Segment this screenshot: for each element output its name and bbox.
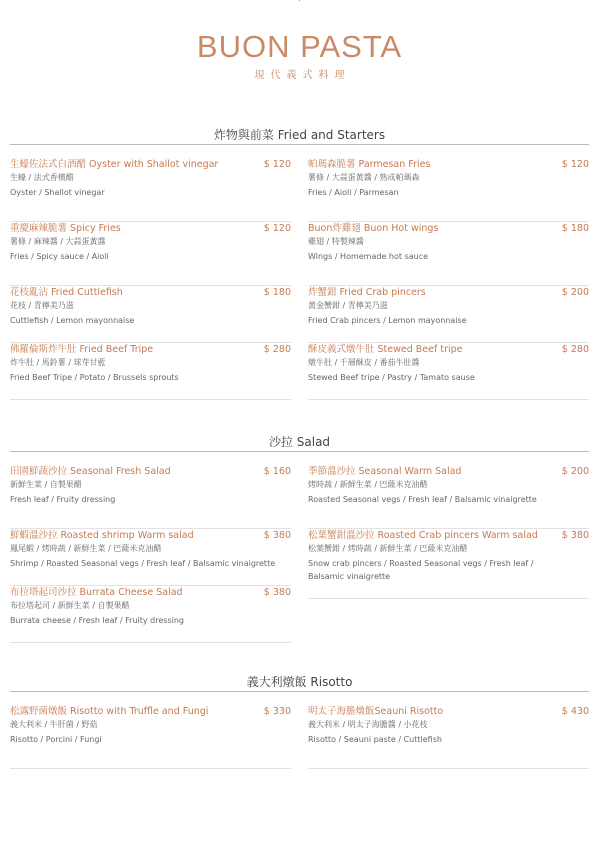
item-desc-en: Oyster / Shallot vinegar bbox=[10, 188, 105, 197]
item-desc-zh: 燉牛肚 / 千層酥皮 / 番茄牛肚醬 bbox=[308, 358, 420, 367]
item-name: Buon炸雞翅 Buon Hot wings bbox=[308, 223, 439, 234]
section-fried-starters bbox=[10, 127, 589, 385]
item-desc-zh: 薯條 / 麻辣醬 / 大蒜蛋黃醬 bbox=[10, 237, 106, 246]
item-desc-zh: 松葉蟹鉗 / 烤時蔬 / 新鮮生菜 / 巴薩米克油醋 bbox=[308, 544, 468, 553]
item-desc-en: Burrata cheese / Fresh leaf / Fruity dressing bbox=[10, 616, 184, 625]
item-desc-en: Fried Crab pincers / Lemon mayonnaise bbox=[308, 316, 467, 325]
item-desc-en: Snow crab pincers / Roasted Seasonal vegs / Fresh leaf / Balsamic vinaigrette bbox=[308, 559, 534, 581]
menu-item bbox=[10, 343, 291, 400]
item-name: 花枝亂沾 Fried Cuttlefish bbox=[10, 287, 123, 298]
item-desc-en: Shrimp / Roasted Seasonal vegs / Fresh leaf / Balsamic vinaigrette bbox=[10, 559, 276, 568]
item-price: $ 120 bbox=[263, 223, 291, 234]
item-desc-zh: 布拉塔起司 / 新鮮生菜 / 自製果醋 bbox=[10, 601, 130, 610]
item-name: 布拉塔起司沙拉 Burrata Cheese Salad bbox=[10, 587, 183, 598]
item-name: 季節溫沙拉 Seasonal Warm Salad bbox=[308, 466, 462, 477]
menu-item bbox=[308, 286, 589, 343]
item-desc-zh: 義大利米 / 明太子海膽醬 / 小花枝 bbox=[308, 720, 428, 729]
item-desc-zh: 義大利米 / 牛肝菌 / 野菇 bbox=[10, 720, 98, 729]
item-price: $ 120 bbox=[561, 159, 589, 170]
item-price: $ 280 bbox=[263, 344, 291, 355]
item-price: $ 180 bbox=[561, 223, 589, 234]
item-price: $ 380 bbox=[561, 530, 589, 541]
item-name: 重慶麻辣脆薯 Spicy Fries bbox=[10, 223, 121, 234]
item-price: $ 120 bbox=[263, 159, 291, 170]
logo-title: BUON PASTA bbox=[196, 29, 403, 64]
menu-item bbox=[10, 529, 291, 586]
item-price: $ 180 bbox=[263, 287, 291, 298]
menu-item bbox=[10, 158, 291, 222]
item-desc-en: Fried Beef Tripe / Potato / Brussels sprouts bbox=[10, 373, 179, 382]
item-desc-en: Roasted Seasonal vegs / Fresh leaf / Balsamic vinaigrette bbox=[308, 495, 537, 504]
menu-item bbox=[10, 465, 291, 529]
item-price: $ 200 bbox=[561, 287, 589, 298]
menu-item bbox=[308, 222, 589, 286]
item-name: 田園鮮蔬沙拉 Seasonal Fresh Salad bbox=[10, 466, 171, 477]
menu-item bbox=[308, 465, 589, 529]
item-desc-zh: 烤時蔬 / 新鮮生菜 / 巴薩米克油醋 bbox=[308, 480, 428, 489]
menu-item bbox=[308, 705, 589, 769]
logo-subtitle: 現代義式料理 bbox=[254, 70, 351, 81]
item-price: $ 380 bbox=[263, 587, 291, 598]
item-price: $ 280 bbox=[561, 344, 589, 355]
item-price: $ 330 bbox=[263, 706, 291, 717]
item-price: $ 160 bbox=[263, 466, 291, 477]
item-price: $ 430 bbox=[561, 706, 589, 717]
item-name: 松露野菌燉飯 Risotto with Truffle and Fungi bbox=[10, 706, 209, 717]
item-desc-zh: 薯條 / 大蒜蛋黃醬 / 熟成帕瑪森 bbox=[308, 173, 420, 182]
menu-item bbox=[10, 586, 291, 643]
menu-item bbox=[308, 529, 589, 599]
item-price: $ 200 bbox=[561, 466, 589, 477]
section-title: 沙拉 Salad bbox=[268, 435, 331, 449]
item-desc-zh: 炸牛肚 / 馬鈴薯 / 球芽甘藍 bbox=[10, 358, 106, 367]
item-price: $ 380 bbox=[263, 530, 291, 541]
restaurant-logo bbox=[0, 30, 599, 81]
item-desc-en: Cuttlefish / Lemon mayonnaise bbox=[10, 316, 135, 325]
item-desc-zh: 新鮮生菜 / 自製果醋 bbox=[10, 480, 82, 489]
item-name: 炸蟹鉗 Fried Crab pincers bbox=[308, 287, 426, 298]
item-desc-en: Fries / Spicy sauce / Aioli bbox=[10, 252, 109, 261]
item-desc-en: Fries / Aioli / Parmesan bbox=[308, 188, 399, 197]
item-name: 松葉蟹鉗溫沙拉 Roasted Crab pincers Warm salad bbox=[308, 530, 538, 541]
section-salad bbox=[10, 434, 589, 632]
item-name: 生蠔佐法式白酒醋 Oyster with Shallot vinegar bbox=[10, 159, 219, 170]
item-name: 酥皮義式燉牛肚 Stewed Beef tripe bbox=[308, 344, 463, 355]
top-mark bbox=[299, 0, 300, 1]
menu-item bbox=[308, 343, 589, 400]
item-desc-en: Risotto / Seauni paste / Cuttlefish bbox=[308, 735, 442, 744]
menu-item bbox=[10, 222, 291, 286]
item-desc-zh: 生蠔 / 法式香檳醋 bbox=[10, 173, 74, 182]
item-name: 明太子海膽燉飯Seauni Risotto bbox=[308, 706, 444, 717]
section-risotto bbox=[10, 674, 589, 772]
item-desc-zh: 鳳尾蝦 / 烤時蔬 / 新鮮生菜 / 巴薩米克油醋 bbox=[10, 544, 162, 553]
item-name: 佛羅倫斯炸牛肚 Fried Beef Tripe bbox=[10, 344, 154, 355]
item-name: 帕瑪森脆薯 Parmesan Fries bbox=[308, 159, 431, 170]
item-desc-en: Stewed Beef tripe / Pastry / Tamato sause bbox=[308, 373, 475, 382]
item-desc-zh: 黃金蟹鉗 / 青檸美乃滋 bbox=[308, 301, 388, 310]
item-desc-zh: 花枝 / 青檸美乃滋 bbox=[10, 301, 74, 310]
item-desc-zh: 雞翅 / 特製辣醬 bbox=[308, 237, 364, 246]
item-desc-en: Fresh leaf / Fruity dressing bbox=[10, 495, 116, 504]
item-desc-en: Wings / Homemade hot sauce bbox=[308, 252, 429, 261]
item-name: 鮮蝦溫沙拉 Roasted shrimp Warm salad bbox=[10, 530, 194, 541]
menu-item bbox=[10, 286, 291, 343]
menu-item bbox=[10, 705, 291, 769]
item-desc-en: Risotto / Porcini / Fungi bbox=[10, 735, 102, 744]
menu-item bbox=[308, 158, 589, 222]
section-title: 義大利燉飯 Risotto bbox=[246, 675, 353, 689]
section-title: 炸物與前菜 Fried and Starters bbox=[213, 128, 386, 142]
